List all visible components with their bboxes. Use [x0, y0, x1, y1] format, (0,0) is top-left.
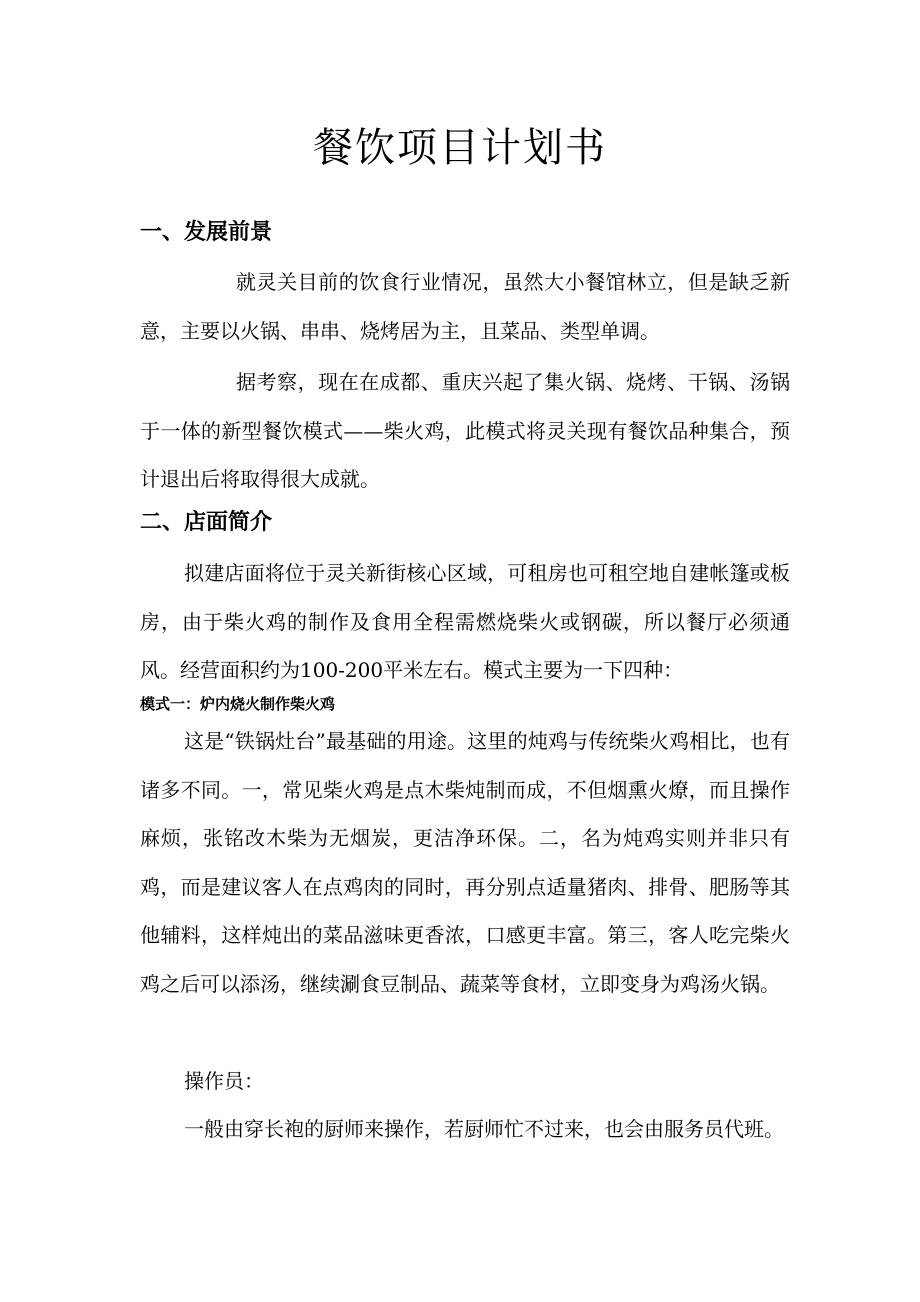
paragraph-investigation: 据考察，现在在成都、重庆兴起了集火锅、烧烤、干锅、汤锅于一体的新型餐饮模式——柴火鸡，此模式将灵关现有餐饮品种集合，预计退出后将取得很大成就。: [140, 370, 790, 491]
operator-label: 操作员：: [184, 1069, 264, 1093]
section-heading-development: 一、发展前景: [140, 220, 273, 245]
mode1-heading: 模式一：炉内烧火制作柴火鸡: [140, 695, 336, 713]
paragraph-market-situation: 就灵关目前的饮食行业情况，虽然大小餐馆林立，但是缺乏新意，主要以火锅、串串、烧烤居为主，且菜品、类型单调。: [140, 270, 790, 343]
section-heading-store-intro: 二、店面简介: [140, 510, 273, 535]
paragraph-store-intro: 拟建店面将位于灵关新街核心区域，可租房也可租空地自建帐篷或板房，由于柴火鸡的制作及食用全程需燃烧柴火或钢碳，所以餐厅必须通风。经营面积约为100-200平米左右。模式主要为一下四种：: [140, 561, 790, 682]
paragraph-operator: 一般由穿长袍的厨师来操作，若厨师忙不过来，也会由服务员代班。: [184, 1117, 784, 1141]
document-title: 餐饮项目计划书: [313, 125, 607, 171]
paragraph-mode1-body: 这是“铁锅灶台”最基础的用途。这里的炖鸡与传统柴火鸡相比，也有诸多不同。一，常见柴火鸡是点木柴炖制而成，不但烟熏火燎，而且操作麻烦，张铭改木柴为无烟炭，更洁净环保。二，名为炖鸡实则并非只有鸡，而是建议客人在点鸡肉的同时，再分别点适量猪肉、排骨、肥肠等其他辅料，这样炖出的菜品滋味更香浓，口感更丰富。第三，客人吃完柴火鸡之后可以添汤，继续涮食豆制品、蔬菜等食材，立即变身为鸡汤火锅。: [140, 729, 790, 996]
